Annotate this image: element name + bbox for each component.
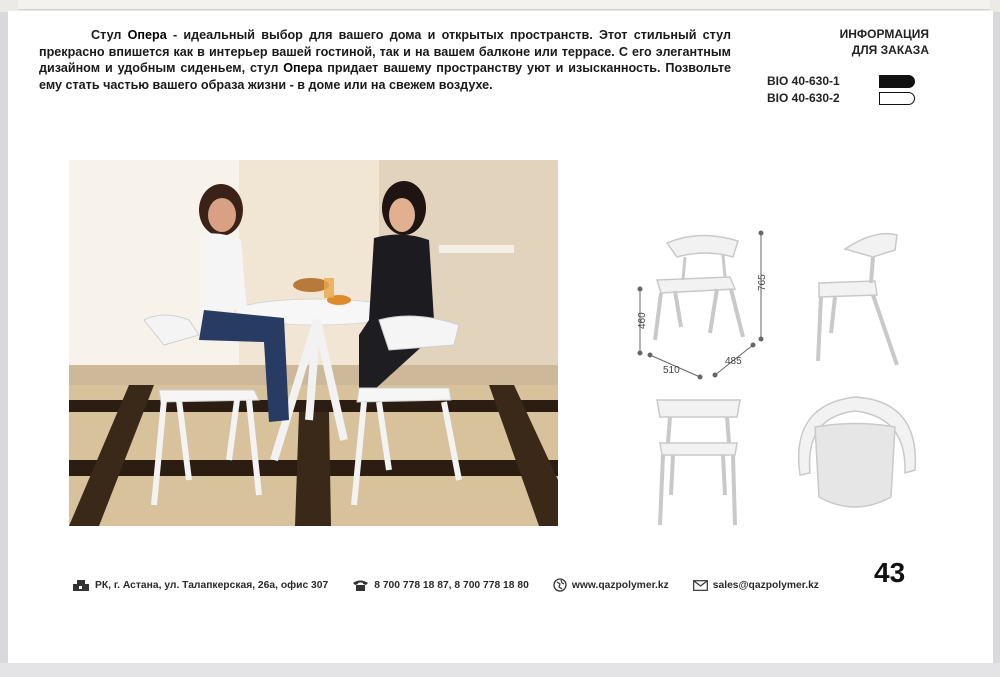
globe-icon: [553, 578, 567, 592]
footer-website[interactable]: [553, 578, 669, 592]
address-text: РК, г. Астана, ул. Талапкерская, 26а, офис 307: [95, 579, 329, 591]
dimension-seat-height: 460: [637, 312, 648, 329]
footer-address: [72, 579, 328, 592]
product-name: Опера: [127, 28, 167, 42]
page-number: 43: [874, 557, 906, 588]
dimension-height: 765: [757, 274, 768, 291]
chair-perspective-view: [655, 235, 743, 340]
sku-code: BIO 40-630-2: [767, 91, 840, 105]
product-name: Опера: [283, 61, 323, 76]
email-link[interactable]: sales@qazpolymer.kz: [712, 579, 819, 591]
chair-top-view: [799, 397, 916, 507]
product-description: [39, 27, 731, 93]
sku-row: [767, 74, 915, 88]
description-text: Стул: [91, 28, 128, 42]
color-swatch-black: [879, 75, 915, 88]
chair-side-view: [818, 234, 897, 365]
order-title-line: ИНФОРМАЦИЯ: [839, 27, 929, 41]
website-link[interactable]: www.qazpolymer.kz: [571, 579, 669, 591]
phones-text: 8 700 778 18 87, 8 700 778 18 80: [374, 579, 529, 591]
order-title-line: ДЛЯ ЗАКАЗА: [851, 42, 929, 57]
envelope-icon: [693, 580, 708, 591]
building-icon: [72, 579, 90, 592]
dimension-width: 510: [663, 365, 680, 376]
description-text: придает вашему пространству уют и изысканность. Позвольте ему стать частью вашего образа жизни - в доме или на свежем воздухе.: [39, 61, 731, 92]
phone-icon: [352, 579, 369, 592]
footer-email[interactable]: [693, 580, 819, 591]
chair-drawings: [605, 205, 935, 535]
dimension-depth: 485: [725, 356, 742, 367]
footer-contacts: [72, 576, 843, 594]
sku-row: [767, 91, 915, 105]
lifestyle-photo: [69, 160, 558, 526]
chair-front-view: [657, 400, 740, 525]
footer-phones: [352, 579, 529, 592]
color-swatch-white: [879, 92, 915, 105]
bottom-shadow: [0, 663, 1000, 677]
description-text: - идеальный выбор для вашего дома и открытых пространств. Этот стильный стул прекрасно впишется как в интерьер вашей гостиной, так и на вашем балконе или террасе. С его элегантным дизайном и удобным сиденьем, стул: [39, 28, 731, 76]
sku-code: BIO 40-630-1: [767, 74, 840, 88]
order-info-title: [789, 27, 929, 58]
